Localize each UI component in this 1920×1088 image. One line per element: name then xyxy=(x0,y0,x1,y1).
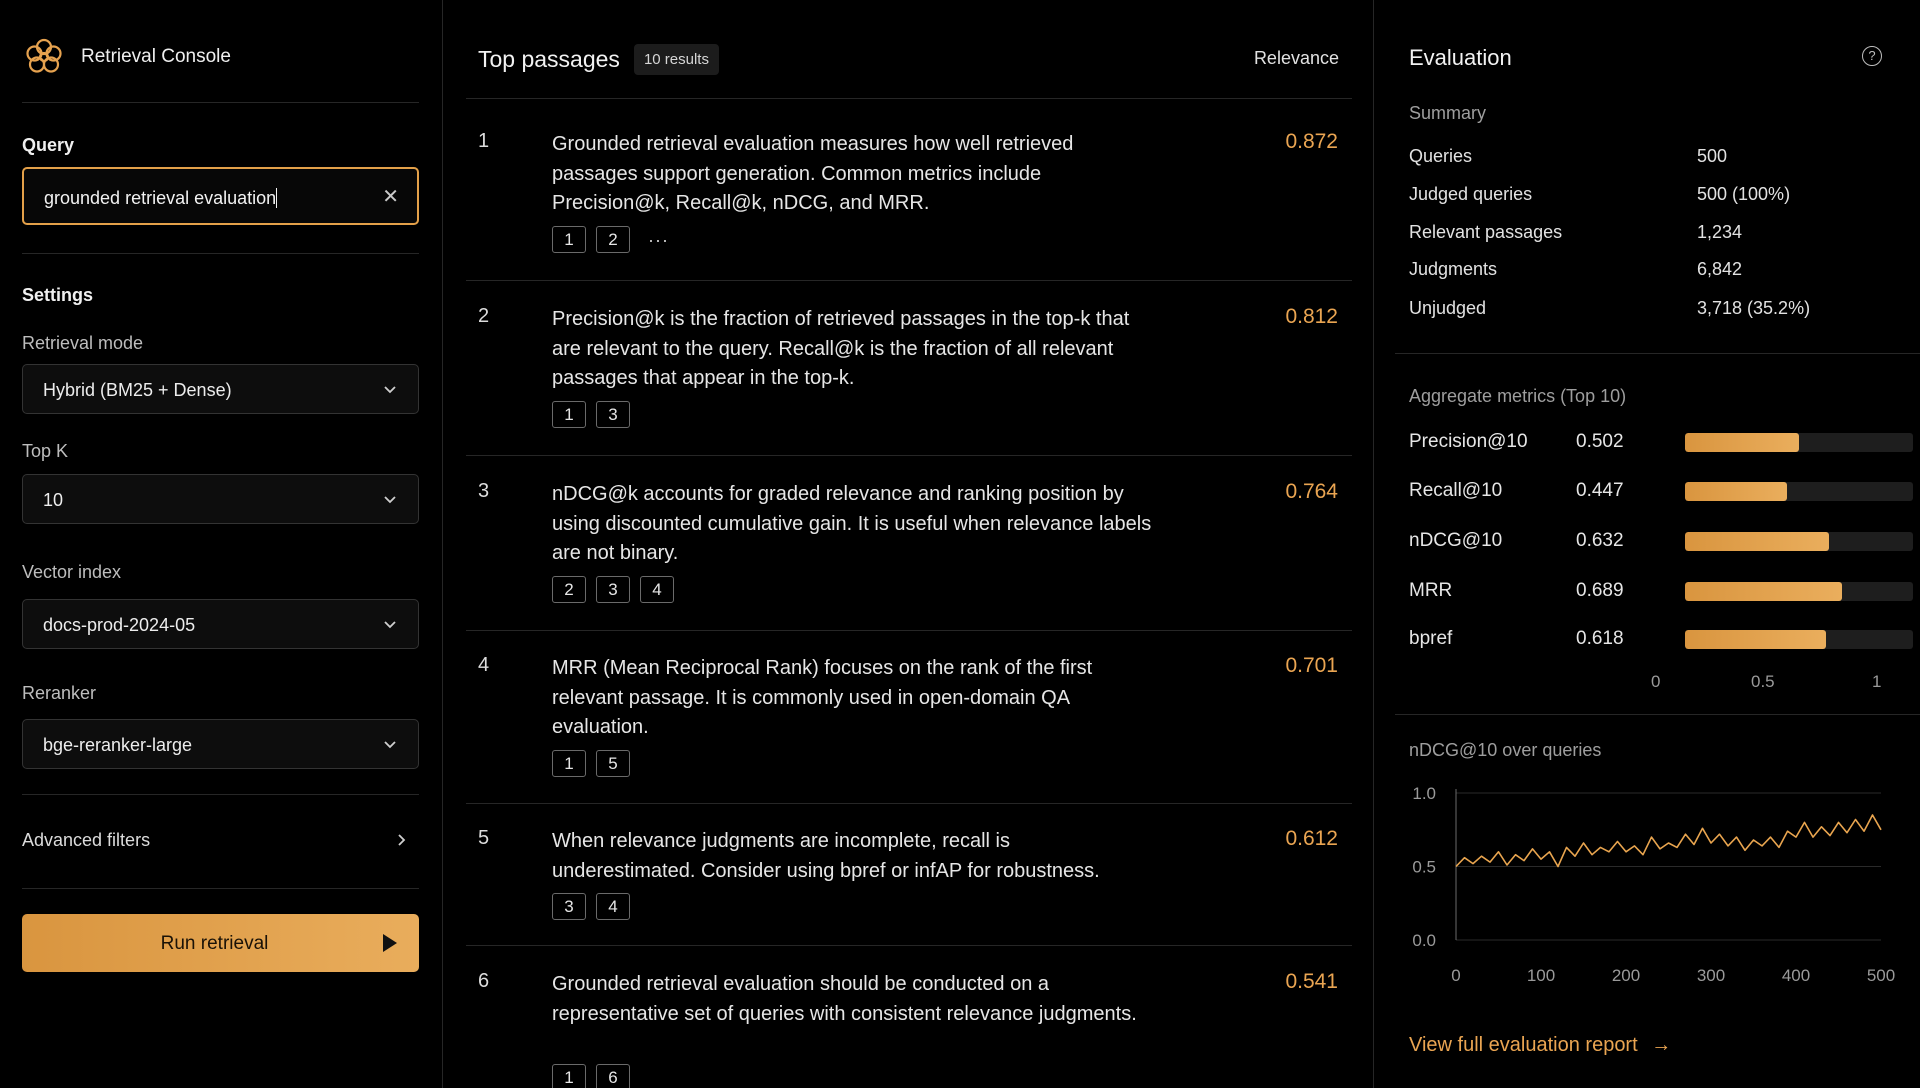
citation-chip[interactable]: 6 xyxy=(596,1064,630,1088)
result-text: When relevance judgments are incomplete, recall is underestimated. Consider using bpref or infAP for robustness. xyxy=(552,830,1100,882)
help-icon[interactable]: ? xyxy=(1862,46,1882,66)
more-citations-icon[interactable]: ··· xyxy=(648,229,669,250)
divider xyxy=(466,455,1352,456)
vector-index-value: docs-prod-2024-05 xyxy=(43,615,196,635)
query-input-value[interactable]: grounded retrieval evaluation xyxy=(44,188,277,208)
divider xyxy=(22,888,419,889)
citation-list xyxy=(552,1064,640,1088)
run-retrieval-button[interactable] xyxy=(22,914,419,972)
ndcg-series-line xyxy=(1456,815,1881,867)
metric-row xyxy=(1409,580,1889,604)
retrieval-mode-label: Retrieval mode xyxy=(22,333,144,353)
citation-chip[interactable]: 1 xyxy=(552,1064,586,1088)
app-title: Retrieval Console xyxy=(81,46,231,67)
x-tick-label: 0 xyxy=(1451,966,1461,985)
result-score: 0.541 xyxy=(1285,970,1338,993)
result-rank: 5 xyxy=(478,827,490,849)
divider xyxy=(22,102,419,103)
aggregate-metrics-label: Aggregate metrics (Top 10) xyxy=(1409,386,1627,406)
metric-row xyxy=(1409,628,1889,652)
metric-value: 0.502 xyxy=(1576,431,1624,452)
result-score: 0.612 xyxy=(1285,827,1338,850)
x-tick-label: 200 xyxy=(1611,966,1641,985)
citation-chip[interactable]: 3 xyxy=(552,893,586,920)
citation-chip[interactable]: 4 xyxy=(596,893,630,920)
y-tick-label: 0.0 xyxy=(1412,931,1436,950)
metric-bar-track xyxy=(1685,532,1913,551)
metric-bar xyxy=(1685,582,1842,601)
top-k-label: Top K xyxy=(22,441,69,461)
result-text: nDCG@k accounts for graded relevance and ranking position by using discounted cumulative gain. It is useful when relevance labels are not binary. xyxy=(552,483,1152,564)
ndcg-line-chart xyxy=(1375,770,1920,995)
metric-bar xyxy=(1685,630,1826,649)
query-label: Query xyxy=(22,135,75,155)
reranker-value: bge-reranker-large xyxy=(43,735,193,755)
result-score: 0.812 xyxy=(1285,305,1338,328)
metric-value: 0.632 xyxy=(1576,530,1624,551)
settings-label: Settings xyxy=(22,285,94,305)
citation-chip[interactable]: 2 xyxy=(596,226,630,253)
logo-icon xyxy=(22,35,66,79)
line-chart-label: nDCG@10 over queries xyxy=(1409,740,1602,760)
citation-list xyxy=(552,893,640,920)
metric-bar xyxy=(1685,433,1799,452)
result-rank: 1 xyxy=(478,130,490,152)
reranker-label: Reranker xyxy=(22,683,97,703)
bar-axis-tick: 0.5 xyxy=(1751,672,1775,691)
metric-row xyxy=(1409,480,1889,504)
metric-bar-track xyxy=(1685,482,1913,501)
summary-key: Unjudged xyxy=(1409,298,1487,318)
text-caret xyxy=(276,188,277,208)
citation-chip[interactable]: 4 xyxy=(640,576,674,603)
chevron-right-icon xyxy=(393,832,409,848)
citation-chip[interactable]: 3 xyxy=(596,576,630,603)
citation-list xyxy=(552,750,640,777)
y-tick-label: 1.0 xyxy=(1412,784,1436,803)
chevron-down-icon xyxy=(382,736,398,752)
results-header xyxy=(478,44,719,75)
x-tick-label: 400 xyxy=(1781,966,1811,985)
divider xyxy=(466,803,1352,804)
query-input[interactable] xyxy=(22,167,419,225)
vector-index-select[interactable] xyxy=(22,599,419,649)
x-tick-label: 100 xyxy=(1526,966,1556,985)
retrieval-mode-select[interactable] xyxy=(22,364,419,414)
settings-sidebar xyxy=(0,0,443,1088)
advanced-filters-label: Advanced filters xyxy=(22,830,151,850)
evaluation-title: Evaluation xyxy=(1409,45,1512,70)
result-text: MRR (Mean Reciprocal Rank) focuses on the rank of the first relevant passage. It is commonly used in open-domain QA evaluation. xyxy=(552,657,1093,738)
summary-value: 1,234 xyxy=(1697,222,1743,242)
metric-value: 0.618 xyxy=(1576,628,1624,649)
summary-value: 6,842 xyxy=(1697,259,1743,279)
result-score: 0.701 xyxy=(1285,654,1338,677)
divider xyxy=(1395,353,1920,354)
result-rank: 2 xyxy=(478,305,490,327)
metric-name: MRR xyxy=(1409,580,1453,601)
citation-chip[interactable]: 3 xyxy=(596,401,630,428)
divider xyxy=(1395,714,1920,715)
metric-bar-track xyxy=(1685,433,1913,452)
reranker-select[interactable] xyxy=(22,719,419,769)
result-rank: 3 xyxy=(478,480,490,502)
run-retrieval-label: Run retrieval xyxy=(160,933,269,954)
vector-index-label: Vector index xyxy=(22,562,122,582)
metric-bar-track xyxy=(1685,582,1913,601)
result-score: 0.872 xyxy=(1285,130,1338,153)
metric-name: nDCG@10 xyxy=(1409,530,1503,551)
metric-row xyxy=(1409,431,1889,455)
results-panel xyxy=(444,0,1374,1088)
top-k-value: 10 xyxy=(43,490,64,510)
metric-name: bpref xyxy=(1409,628,1453,649)
play-icon xyxy=(383,934,397,952)
divider xyxy=(466,630,1352,631)
brand xyxy=(22,35,231,79)
citation-list xyxy=(552,226,669,253)
result-rank: 4 xyxy=(478,654,490,676)
chevron-down-icon xyxy=(382,616,398,632)
result-rank: 6 xyxy=(478,970,490,992)
summary-label: Summary xyxy=(1409,103,1487,123)
summary-value: 500 xyxy=(1697,146,1728,166)
citation-chip[interactable]: 1 xyxy=(552,750,586,777)
results-count-badge: 10 results xyxy=(634,44,719,75)
divider xyxy=(22,253,419,254)
citation-list xyxy=(552,576,684,603)
result-text: Grounded retrieval evaluation should be conducted on a representative set of queries with consistent relevance judgments. xyxy=(552,973,1137,1025)
citation-list xyxy=(552,401,640,428)
top-k-select[interactable] xyxy=(22,474,419,524)
x-tick-label: 300 xyxy=(1696,966,1726,985)
metric-value: 0.689 xyxy=(1576,580,1624,601)
results-title: Top passages xyxy=(478,46,620,72)
y-tick-label: 0.5 xyxy=(1412,857,1436,877)
metric-name: Precision@10 xyxy=(1409,431,1528,452)
citation-chip[interactable]: 1 xyxy=(552,226,586,253)
citation-chip[interactable]: 2 xyxy=(552,576,586,603)
metric-bar-track xyxy=(1685,630,1913,649)
summary-value: 500 (100%) xyxy=(1697,184,1791,204)
result-text: Precision@k is the fraction of retrieved passages in the top-k that are relevant to the query. Recall@k is the fraction of all relevant passages that appear in the top-k. xyxy=(552,308,1130,389)
retrieval-mode-value: Hybrid (BM25 + Dense) xyxy=(43,380,232,400)
divider xyxy=(466,98,1352,99)
arrow-right-icon: → xyxy=(1651,1034,1672,1056)
summary-key: Judgments xyxy=(1409,259,1498,279)
evaluation-panel xyxy=(1375,0,1920,1088)
summary-key: Judged queries xyxy=(1409,184,1533,204)
divider xyxy=(22,794,419,795)
citation-chip[interactable]: 5 xyxy=(596,750,630,777)
metric-name: Recall@10 xyxy=(1409,480,1503,501)
metric-row xyxy=(1409,530,1889,554)
summary-value: 3,718 (35.2%) xyxy=(1697,298,1811,318)
x-tick-label: 500 xyxy=(1866,966,1896,985)
divider xyxy=(466,945,1352,946)
chevron-down-icon xyxy=(382,381,398,397)
metric-bar xyxy=(1685,482,1787,501)
chevron-down-icon xyxy=(382,491,398,507)
metric-bar xyxy=(1685,532,1829,551)
citation-chip[interactable]: 1 xyxy=(552,401,586,428)
bar-axis-tick: 1 xyxy=(1872,672,1882,691)
advanced-filters-toggle[interactable] xyxy=(22,818,419,864)
result-text: Grounded retrieval evaluation measures how well retrieved passages support generation. Common metrics include Precision@k, Recall@k, nDCG, and MRR. xyxy=(552,133,1074,214)
clear-icon[interactable]: ✕ xyxy=(382,186,399,208)
bar-axis-tick: 0 xyxy=(1651,672,1661,691)
summary-key: Queries xyxy=(1409,146,1473,166)
view-report-link[interactable]: View full evaluation report → xyxy=(1409,1034,1672,1056)
relevance-sort-label[interactable]: Relevance xyxy=(1253,48,1339,68)
divider xyxy=(466,280,1352,281)
summary-key: Relevant passages xyxy=(1409,222,1563,242)
metric-value: 0.447 xyxy=(1576,480,1624,501)
result-score: 0.764 xyxy=(1285,480,1338,503)
